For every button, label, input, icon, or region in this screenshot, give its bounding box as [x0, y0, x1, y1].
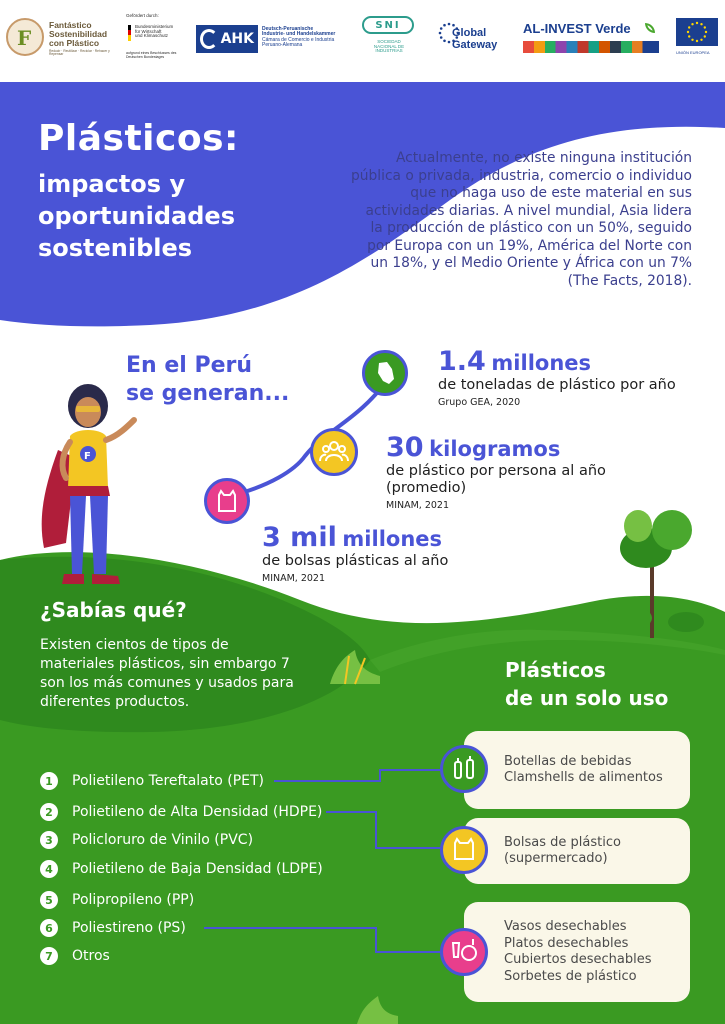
- sabias-text: Existen cientos de tipos de materiales plásticos, sin embargo 7 son los más comunes y usados para diferentes productos.: [40, 637, 294, 710]
- material-label: Policloruro de Vinilo (PVC): [72, 832, 254, 848]
- material-label: Otros: [72, 948, 110, 964]
- stat-desc: de bolsas plásticas al año: [262, 553, 449, 569]
- card-line: Botellas de bebidas: [504, 753, 632, 769]
- eu-label: UNIÓN EUROPEA: [676, 50, 710, 55]
- material-number: 3: [40, 831, 58, 849]
- logo1-tagline: Reducir · Reutilizar · Reciclar · Rehacer y Repensar: [49, 48, 110, 57]
- material-label: Polipropileno (PP): [72, 892, 195, 908]
- stat-source: MINAM, 2021: [386, 500, 450, 511]
- product-card: [464, 818, 690, 884]
- stat-unit: millones: [342, 527, 443, 551]
- ahk-badge: AHK: [220, 31, 254, 47]
- stat-unit: kilogramos: [429, 437, 561, 461]
- hero-title: Plásticos:: [38, 118, 239, 159]
- shopping-bag-icon: [440, 826, 488, 874]
- alinvest-text: AL-INVEST Verde: [523, 21, 631, 36]
- stat-source: Grupo GEA, 2020: [438, 397, 521, 408]
- logo1-line: Fantástico: [49, 20, 92, 30]
- material-number: 6: [40, 919, 58, 937]
- material-item: [40, 770, 264, 792]
- card-line: Clamshells de alimentos: [504, 770, 663, 785]
- hero-description: Actualmente, no existe ninguna institución pública o privada, industria, comercio o individuo que no haga uso de este material en sus actividades diarias. A nivel mundial, Asia lidera la producción de plástico con un 50%, seguido por Europa con un 19%, América del Norte con un 18%, y el Medio Oriente y África con un 7% (The Facts, 2018).: [351, 150, 692, 289]
- ahk-line: Peruano-Alemana: [262, 41, 303, 48]
- single-use-heading-line: de un solo uso: [505, 686, 669, 710]
- bmz-line: Bundesministerium: [135, 24, 174, 29]
- peru-heading-line: se generan...: [126, 381, 290, 406]
- peru-heading-line: En el Perú: [126, 353, 253, 378]
- material-label: Polietileno Tereftalato (PET): [72, 773, 265, 789]
- material-number: 5: [40, 891, 58, 909]
- bottles-icon: [440, 745, 488, 793]
- material-item: [40, 889, 194, 911]
- bmz-line: und Klimaschutz: [135, 33, 169, 39]
- logo1-line: con Plástico: [49, 37, 100, 48]
- ahk-line: Industrie- und Handelskammer: [262, 31, 336, 38]
- stat-number: 30: [386, 432, 424, 463]
- material-label: Polietileno de Baja Densidad (LDPE): [72, 861, 323, 877]
- card-line: Cubiertos desechables: [504, 952, 652, 967]
- bmz-bottom: aufgrund eines Beschlusses des Deutschen Bundestages: [126, 51, 177, 59]
- hero-subtitle-line: sostenibles: [38, 234, 193, 262]
- material-number: 4: [40, 860, 58, 878]
- single-use-heading-line: Plásticos: [505, 658, 606, 682]
- material-item: [40, 801, 322, 823]
- product-card: [464, 731, 690, 809]
- ahk-line: Deutsch-Peruanische: [262, 26, 314, 32]
- material-item: [40, 829, 253, 851]
- fantastico-emblem-icon: F: [6, 18, 44, 56]
- hero-subtitle-line: oportunidades: [38, 202, 235, 230]
- logo1-line: Sostenibilidad: [49, 28, 108, 39]
- bmz-line: für Wirtschaft: [135, 28, 162, 34]
- sabias-heading: ¿Sabías qué?: [40, 598, 187, 622]
- material-number: 2: [40, 803, 58, 821]
- stat-number: 3 mil: [262, 522, 337, 553]
- material-number: 7: [40, 947, 58, 965]
- stat-unit: millones: [491, 351, 592, 375]
- disposable-tableware-icon: [440, 928, 488, 976]
- material-number: 1: [40, 772, 58, 790]
- material-item: [40, 858, 323, 880]
- sni-badge-text: SNI: [375, 19, 401, 31]
- stat-source: MINAM, 2021: [262, 573, 326, 584]
- card-line: Bolsas de plástico: [504, 834, 621, 850]
- material-label: Polietileno de Alta Densidad (HDPE): [72, 804, 323, 820]
- bmz-top: Gefördert durch:: [126, 13, 159, 18]
- sni-line: SOCIEDAD: [377, 39, 401, 44]
- stat-desc: de toneladas de plástico por año: [438, 377, 676, 393]
- product-card: [464, 902, 690, 1002]
- hero-subtitle-line: impactos y: [38, 170, 186, 198]
- card-line: Vasos desechables: [504, 919, 627, 934]
- card-line: (supermercado): [504, 851, 608, 866]
- ahk-line: Cámara de Comercio e Industria: [262, 36, 335, 43]
- gg-line: Global: [452, 27, 487, 39]
- svg-text:F: F: [84, 451, 91, 462]
- card-line: Platos desechables: [504, 935, 629, 951]
- material-item: [40, 917, 186, 939]
- stat-number: 1.4: [438, 346, 486, 377]
- material-item: [40, 945, 110, 967]
- material-label: Poliestireno (PS): [72, 920, 186, 936]
- sni-line: NACIONAL DE: [373, 43, 405, 49]
- gg-line: Gateway: [452, 38, 498, 51]
- card-line: Sorbetes de plástico: [504, 968, 637, 984]
- stat-desc: de plástico por persona al año (promedio): [386, 463, 606, 496]
- sni-line: INDUSTRIAS: [375, 48, 403, 54]
